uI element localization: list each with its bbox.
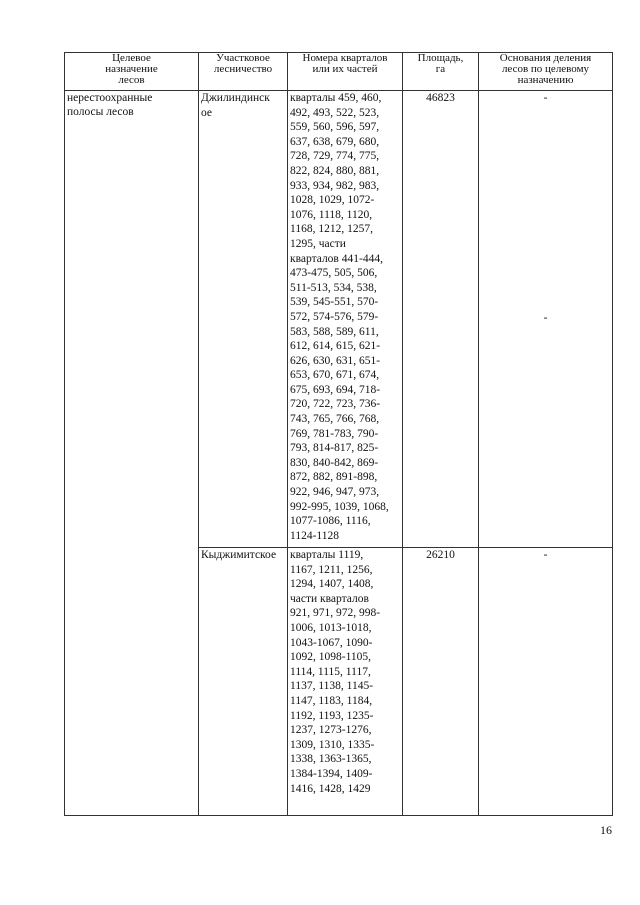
basis-cell [479, 91, 613, 548]
basis-dash-mid: - [543, 312, 548, 324]
quarters-cell: кварталы 459, 460, 492, 493, 522, 523, 559, 560, 596, 597, 637, 638, 679, 680, 728, 729, 774, 775, 822, 824, 880, 881, 933, 934, 982, 983, 1028, 1029, 1072- 1076, 1118, 1120, 1168, 1212, 1257, 1295, части кварталов 441-444, 473-475, 505, 506, 511-513, 534, 538, 539, 545-551, 570- 572, 574-576, 579- 583, 588, 589, 611, 612, 614, 615, 621- 626, 630, 631, 651- 653, 670, 671, 674, 675, 693, 694, 718- 720, 722, 723, 736- 743, 765, 766, 768, 769, 781-783, 790- 793, 814-817, 825- 830, 840-842, 869- 872, 882, 891-898, 922, 946, 947, 973, 992-995, 1039, 1068, 1077-1086, 1116, 1124-1128 [288, 91, 403, 548]
purpose-cell: нерестоохранные полосы лесов [65, 91, 199, 816]
page-number: 16 [600, 823, 612, 837]
header-purpose: Целевое назначение лесов [65, 53, 199, 91]
forest-purpose-table [64, 52, 613, 816]
header-district: Участковое лесничество [199, 53, 288, 91]
district-cell: Кыджимитское [199, 548, 288, 816]
basis-cell: - [479, 548, 613, 816]
header-area: Площадь, га [403, 53, 479, 91]
quarters-cell: кварталы 1119, 1167, 1211, 1256, 1294, 1407, 1408, части кварталов 921, 971, 972, 998- 1006, 1013-1018, 1043-1067, 1090- 1092, 1098-1105, 1114, 1115, 1117, 1137, 1138, 1145- 1147, 1183, 1184, 1192, 1193, 1235- 1237, 1273-1276, 1309, 1310, 1335- 1338, 1363-1365, 1384-1394, 1409- 1416, 1428, 1429 [288, 548, 403, 816]
table-row [65, 91, 613, 548]
area-cell: 26210 [403, 548, 479, 816]
header-basis: Основания деления лесов по целевому назначению [479, 53, 613, 91]
basis-dash-top: - [543, 92, 548, 104]
table-header-row [65, 53, 613, 91]
area-cell: 46823 [403, 91, 479, 548]
header-quarters: Номера кварталов или их частей [288, 53, 403, 91]
district-cell: Джилиндинск ое [199, 91, 288, 548]
